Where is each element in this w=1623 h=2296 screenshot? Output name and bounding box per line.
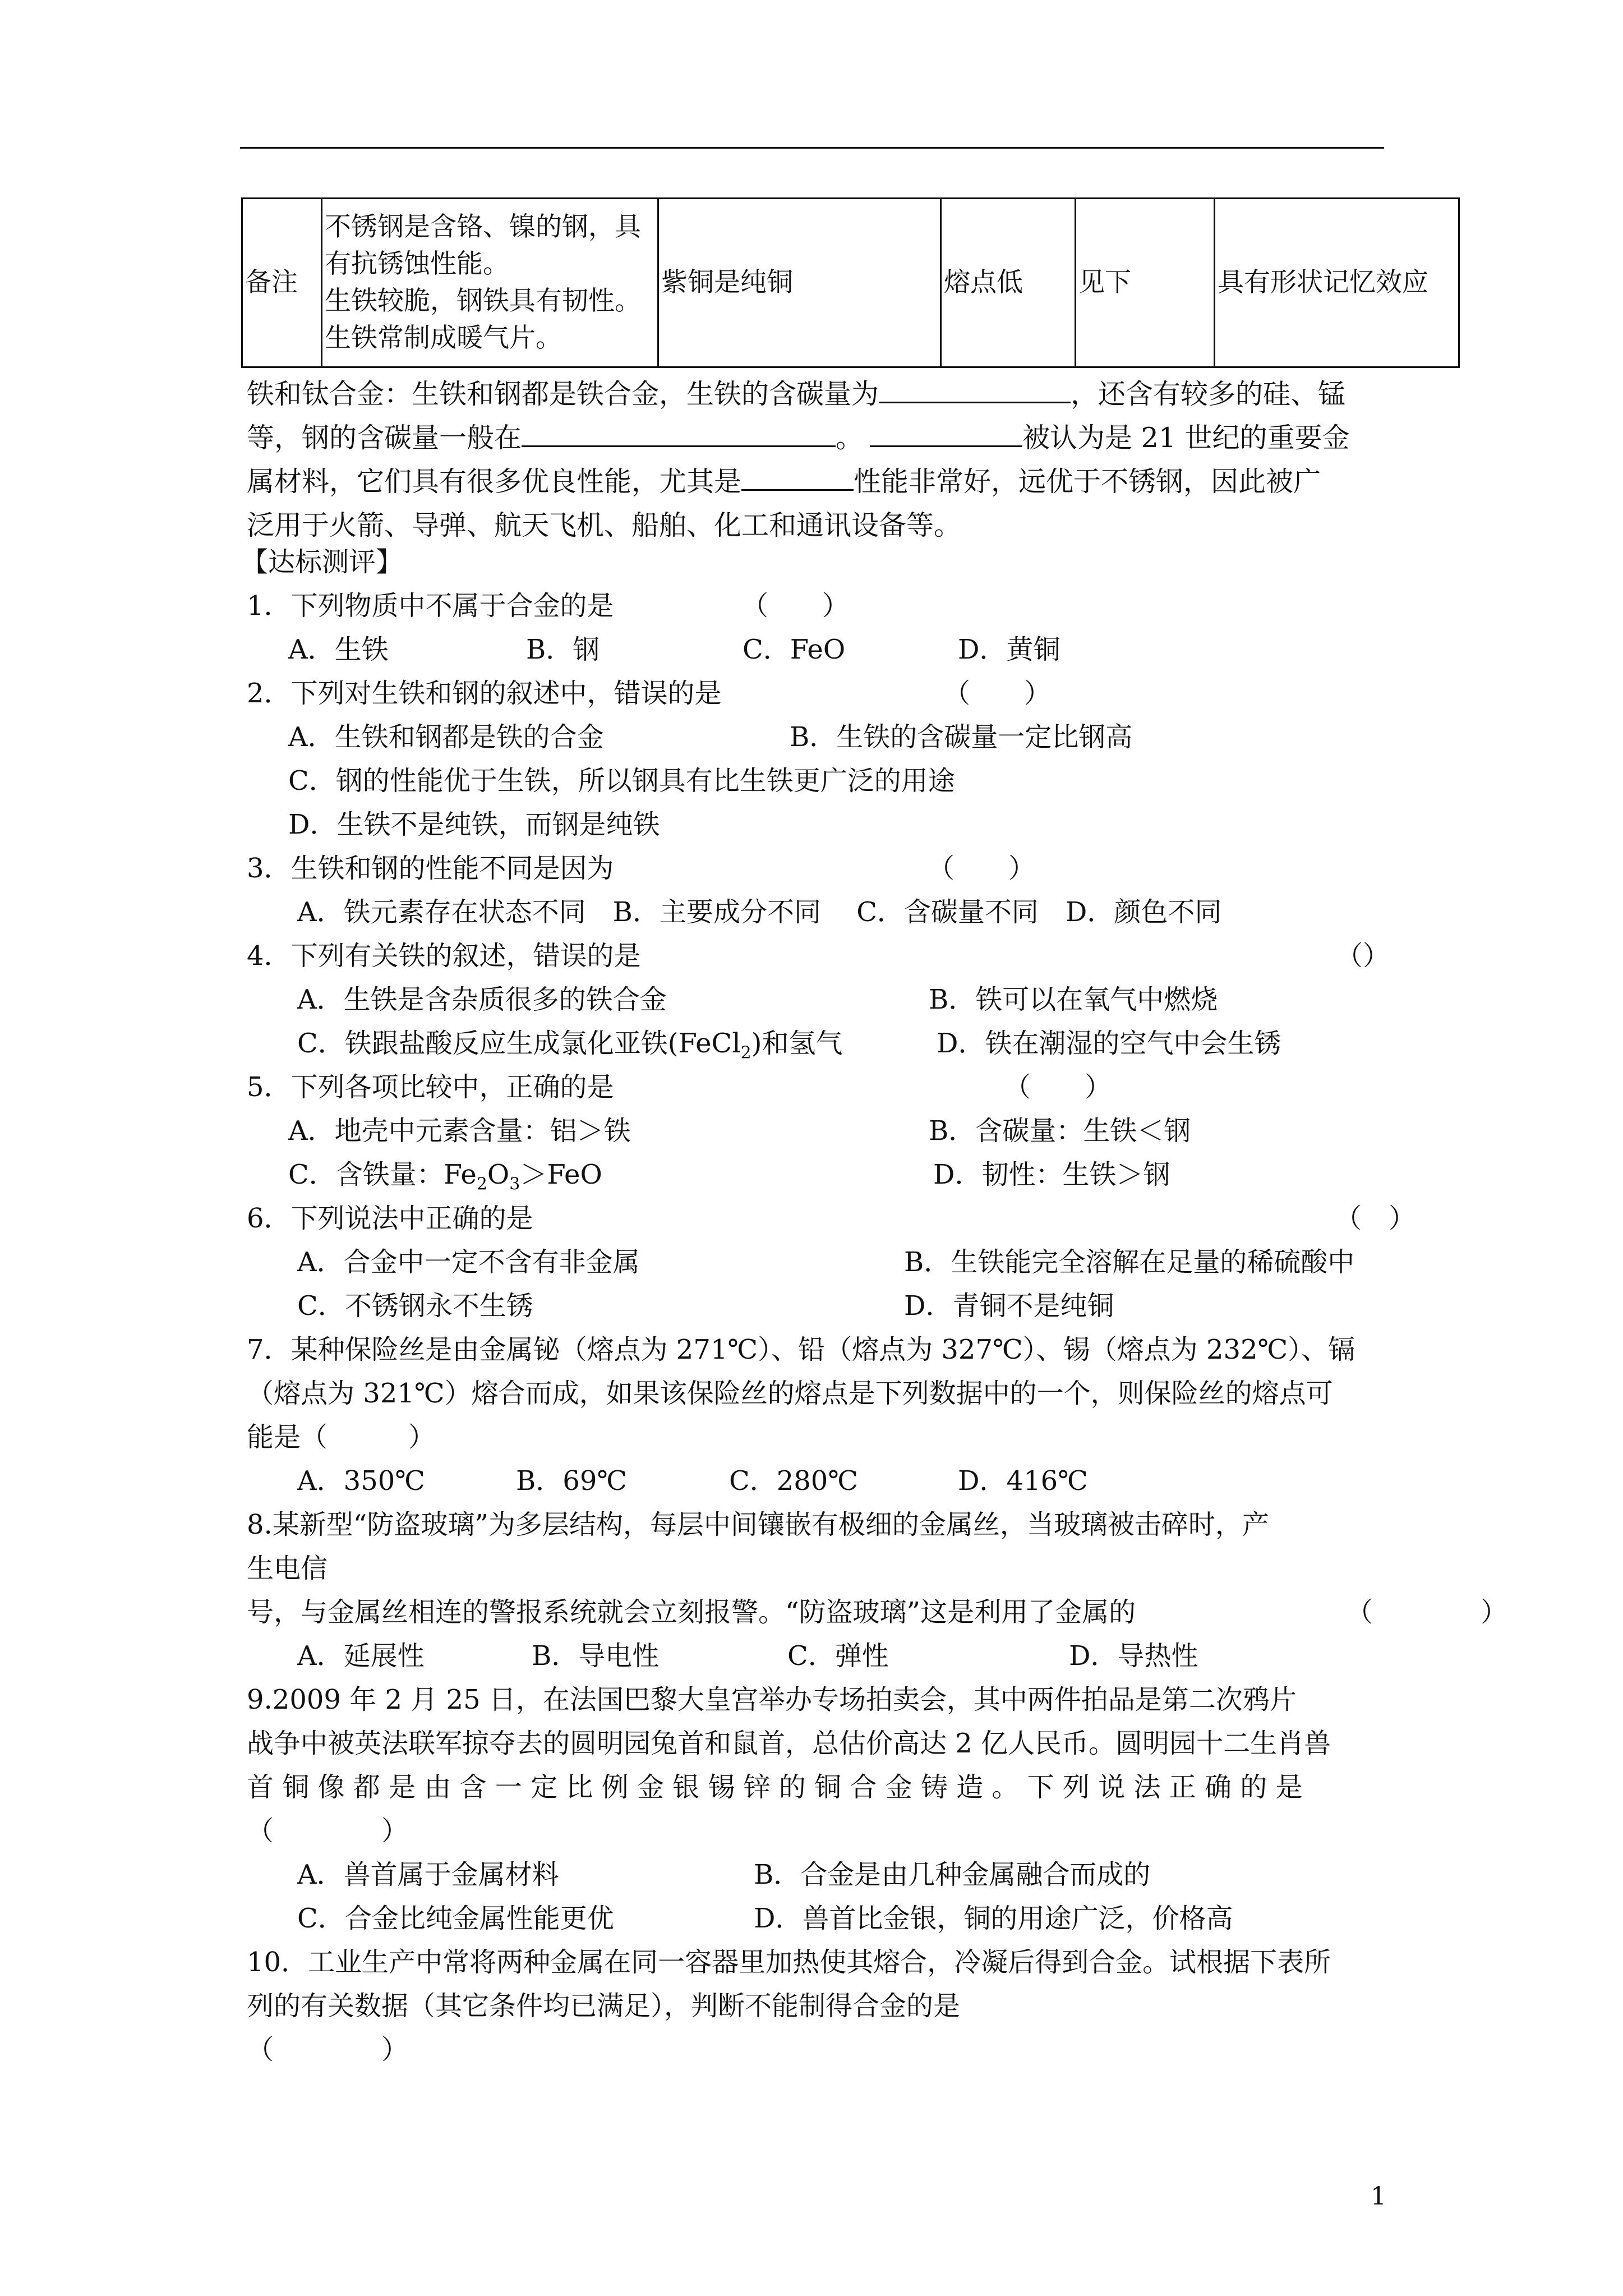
question-4-stem: 4．下列有关铁的叙述，错误的是 xyxy=(247,940,641,972)
question-8-line-2: 生电信 xyxy=(247,1553,328,1584)
answer-paren[interactable]: （ ） xyxy=(928,853,1036,884)
option-d[interactable]: D．黄铜 xyxy=(958,634,1061,665)
option-d[interactable]: D．兽首比金银，铜的用途广泛，价格高 xyxy=(754,1903,1233,1934)
table-cell-stainless: 不锈钢是含铬、镍的钢，具 有抗锈蚀性能。 生铁较脆，钢铁具有韧性。 生铁常制成暖气片。 xyxy=(322,199,658,367)
option-c[interactable]: C．合金比纯金属性能更优 xyxy=(297,1903,614,1934)
question-7-line-2: （熔点为 321℃）熔合而成，如果该保险丝的熔点是下列数据中的一个，则保险丝的熔点可 xyxy=(247,1378,1333,1409)
option-c[interactable]: C．不锈钢永不生锈 xyxy=(297,1290,533,1322)
answer-paren[interactable]: （ ） xyxy=(1335,1203,1416,1234)
header-rule xyxy=(240,147,1384,149)
question-9-line-1: 9.2009 年 2 月 25 日，在法国巴黎大皇宫举办专场拍卖会，其中两件拍品是第二次鸦片 xyxy=(247,1684,1297,1715)
question-10-line-2: 列的有关数据（其它条件均已满足），判断不能制得合金的是 xyxy=(247,1990,961,2022)
answer-paren[interactable]: （ ） xyxy=(1346,1596,1508,1628)
question-1-stem: 1．下列物质中不属于合金的是 xyxy=(247,590,614,622)
option-c[interactable]: C．钢的性能优于生铁，所以钢具有比生铁更广泛的用途 xyxy=(288,765,955,797)
option-c[interactable]: C．含铁量：$Fe_2O_3>FeO$ xyxy=(288,1159,602,1194)
option-d[interactable]: D．416℃ xyxy=(958,1465,1088,1497)
page-number: 1 xyxy=(1371,2182,1386,2211)
option-c[interactable]: C．280℃ xyxy=(729,1465,859,1497)
fill-blank[interactable] xyxy=(870,417,1022,447)
intro-line-4: 泛用于火箭、导弹、航天飞机、船舶、化工和通讯设备等。 xyxy=(247,509,962,541)
option-a[interactable]: A．350℃ xyxy=(297,1465,425,1497)
question-5-stem: 5．下列各项比较中，正确的是 xyxy=(247,1071,614,1103)
fill-blank[interactable] xyxy=(741,461,854,491)
option-c[interactable]: C．FeO xyxy=(743,634,846,665)
option-c[interactable]: C．铁跟盐酸反应生成氯化亚铁(FeCl$_2$)和氢气 xyxy=(297,1028,843,1063)
option-b[interactable]: B．导电性 xyxy=(532,1640,660,1672)
question-3-stem: 3．生铁和钢的性能不同是因为 xyxy=(247,853,614,884)
question-8-line-1: 8.某新型“防盗玻璃”为多层结构，每层中间镶嵌有极细的金属丝，当玻璃被击碎时，产 xyxy=(247,1509,1269,1540)
intro-line-2: 等，钢的含碳量一般在 。 被认为是 21 世纪的重要金 xyxy=(247,416,1447,460)
options-row[interactable]: A．铁元素存在状态不同 B．主要成分不同 C．含碳量不同 D．颜色不同 xyxy=(297,896,1222,928)
option-b[interactable]: B．含碳量：生铁＜钢 xyxy=(929,1115,1191,1147)
option-a[interactable]: A．合金中一定不含有非金属 xyxy=(297,1246,640,1278)
option-a[interactable]: A．生铁和钢都是铁的合金 xyxy=(288,721,604,753)
answer-paren[interactable]: （ ） xyxy=(247,1815,409,1847)
answer-paren[interactable]: （ ） xyxy=(943,678,1052,709)
table-cell-copper: 紫铜是纯铜 xyxy=(658,199,941,367)
question-2-stem: 2．下列对生铁和钢的叙述中，错误的是 xyxy=(247,678,722,709)
question-8-line-3: 号，与金属丝相连的警报系统就会立刻报警。“防盗玻璃”这是利用了金属的 xyxy=(247,1596,1136,1628)
option-b[interactable]: B．钢 xyxy=(526,634,600,665)
section-title: 【达标测评】 xyxy=(241,546,403,578)
table-cell-see-below: 见下 xyxy=(1076,199,1215,367)
answer-paren[interactable]: （ ） xyxy=(741,590,850,622)
option-a[interactable]: A．生铁 xyxy=(288,634,389,665)
option-a[interactable]: A．地壳中元素含量：铝＞铁 xyxy=(288,1115,631,1147)
table-cell-label: 备注 xyxy=(242,199,322,367)
question-7-line-3: 能是（ ） xyxy=(247,1421,436,1453)
question-7-line-1: 7．某种保险丝是由金属铋（熔点为 271℃）、铅（熔点为 327℃）、锡（熔点为 232℃）、镉 xyxy=(247,1334,1355,1365)
table-cell-memory: 具有形状记忆效应 xyxy=(1215,199,1459,367)
option-b[interactable]: B．铁可以在氧气中燃烧 xyxy=(929,984,1218,1015)
option-d[interactable]: D．生铁不是纯铁，而钢是纯铁 xyxy=(288,809,660,840)
option-d[interactable]: D．青铜不是纯铜 xyxy=(904,1290,1114,1322)
option-b[interactable]: B．69℃ xyxy=(516,1465,628,1497)
option-c[interactable]: C．弹性 xyxy=(787,1640,889,1672)
fill-blank[interactable] xyxy=(879,374,1071,403)
table-cell-melting: 熔点低 xyxy=(941,199,1076,367)
fill-blank[interactable] xyxy=(522,417,836,447)
option-d[interactable]: D．导热性 xyxy=(1069,1640,1198,1672)
question-10-line-1: 10．工业生产中常将两种金属在同一容器里加热使其熔合，冷凝后得到合金。试根据下表所 xyxy=(247,1947,1331,1978)
answer-paren[interactable]: （ ） xyxy=(1004,1071,1112,1103)
question-6-stem: 6．下列说法中正确的是 xyxy=(247,1203,533,1234)
option-d[interactable]: D．韧性：生铁＞钢 xyxy=(933,1159,1170,1190)
question-9-line-2: 战争中被英法联军掠夺去的圆明园兔首和鼠首，总估价高达 2 亿人民币。圆明园十二生肖兽 xyxy=(247,1728,1331,1759)
answer-paren[interactable]: （ ） xyxy=(247,2034,409,2065)
table-row xyxy=(242,199,1459,367)
question-9-line-3: 首 铜 像 都 是 由 含 一 定 比 例 金 银 锡 锌 的 铜 合 金 铸 造 。 下 列 说 法 正 确 的 是 xyxy=(247,1772,1303,1803)
intro-line-3: 属材料，它们具有很多优良性能，尤其是 性能非常好，远优于不锈钢，因此被广 xyxy=(247,460,1447,504)
intro-line-1: 铁和钛合金：生铁和钢都是铁合金，生铁的含碳量为 ，还含有较多的硅、锰 xyxy=(247,372,1447,416)
option-a[interactable]: A．兽首属于金属材料 xyxy=(297,1859,559,1890)
option-a[interactable]: A．生铁是含杂质很多的铁合金 xyxy=(297,984,667,1015)
option-b[interactable]: B．生铁能完全溶解在足量的稀硫酸中 xyxy=(904,1246,1355,1278)
option-d[interactable]: D．铁在潮湿的空气中会生锈 xyxy=(937,1028,1281,1059)
answer-paren[interactable]: （） xyxy=(1336,940,1390,972)
option-b[interactable]: B．生铁的含碳量一定比钢高 xyxy=(790,721,1133,753)
option-b[interactable]: B．合金是由几种金属融合而成的 xyxy=(754,1859,1151,1890)
alloy-notes-table xyxy=(241,197,1460,368)
option-a[interactable]: A．延展性 xyxy=(297,1640,425,1672)
